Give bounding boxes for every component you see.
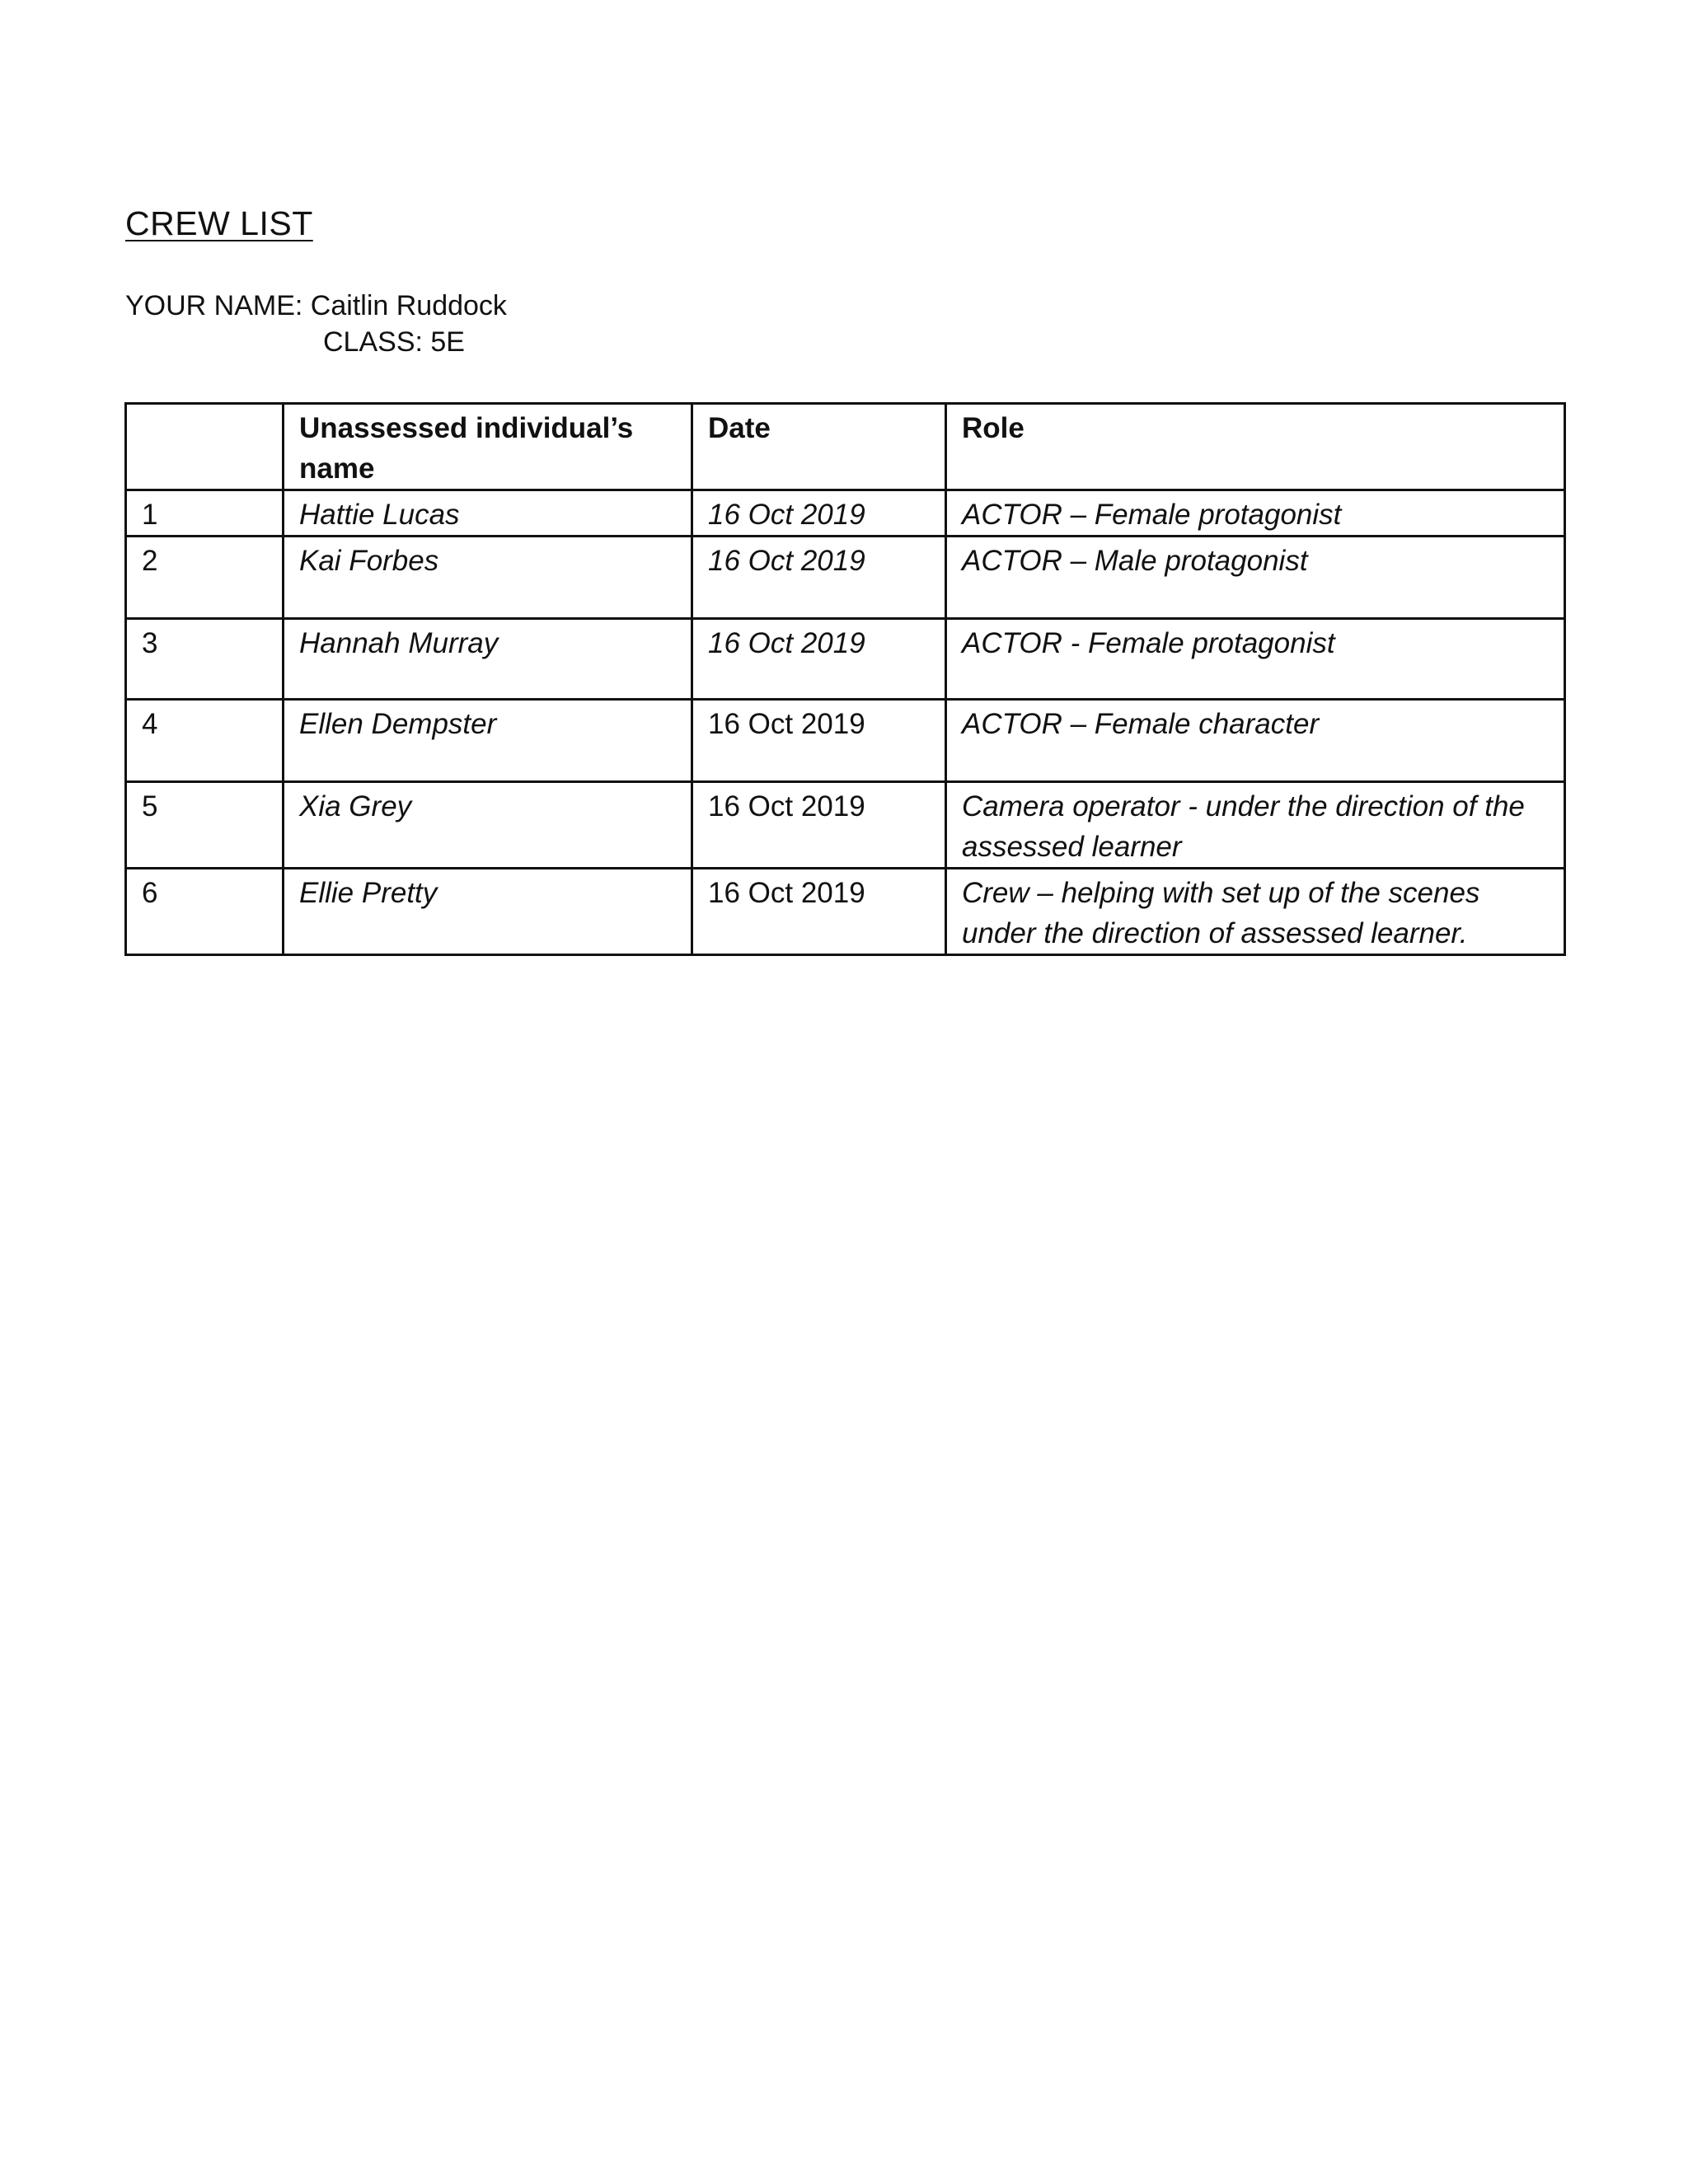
- row-number: 4: [126, 700, 284, 782]
- row-role: Crew – helping with set up of the scenes under the direction of assessed learner.: [946, 869, 1565, 955]
- row-date: 16 Oct 2019: [692, 700, 946, 782]
- table-row: [126, 700, 1565, 782]
- row-date: 16 Oct 2019: [692, 869, 946, 955]
- row-date: 16 Oct 2019: [692, 619, 946, 700]
- row-name: Kai Forbes: [284, 537, 692, 619]
- row-number: 1: [126, 490, 284, 537]
- row-number: 6: [126, 869, 284, 955]
- table-row: [126, 537, 1565, 619]
- row-role: ACTOR – Male protagonist: [946, 537, 1565, 619]
- row-number: 3: [126, 619, 284, 700]
- row-role: ACTOR - Female protagonist: [946, 619, 1565, 700]
- header-number: [126, 404, 284, 490]
- row-name: Hannah Murray: [284, 619, 692, 700]
- table-header-row: [126, 404, 1565, 490]
- row-name: Ellie Pretty: [284, 869, 692, 955]
- row-role: ACTOR – Female protagonist: [946, 490, 1565, 537]
- header-role: Role: [946, 404, 1565, 490]
- header-date: Date: [692, 404, 946, 490]
- table-row: [126, 782, 1565, 869]
- row-number: 2: [126, 537, 284, 619]
- row-date: 16 Oct 2019: [692, 490, 946, 537]
- page-title: CREW LIST: [125, 204, 313, 242]
- student-name-line: YOUR NAME: Caitlin Ruddock: [125, 290, 507, 321]
- row-date: 16 Oct 2019: [692, 537, 946, 619]
- header-name: Unassessed individual’s name: [284, 404, 692, 490]
- table-row: [126, 619, 1565, 700]
- row-role: Camera operator - under the direction of the assessed learner: [946, 782, 1565, 869]
- row-name: Ellen Dempster: [284, 700, 692, 782]
- table-row: [126, 490, 1565, 537]
- crew-table: [124, 402, 1566, 956]
- row-name: Xia Grey: [284, 782, 692, 869]
- table-row: [126, 869, 1565, 955]
- row-role: ACTOR – Female character: [946, 700, 1565, 782]
- row-number: 5: [126, 782, 284, 869]
- class-line: CLASS: 5E: [323, 326, 465, 358]
- row-date: 16 Oct 2019: [692, 782, 946, 869]
- row-name: Hattie Lucas: [284, 490, 692, 537]
